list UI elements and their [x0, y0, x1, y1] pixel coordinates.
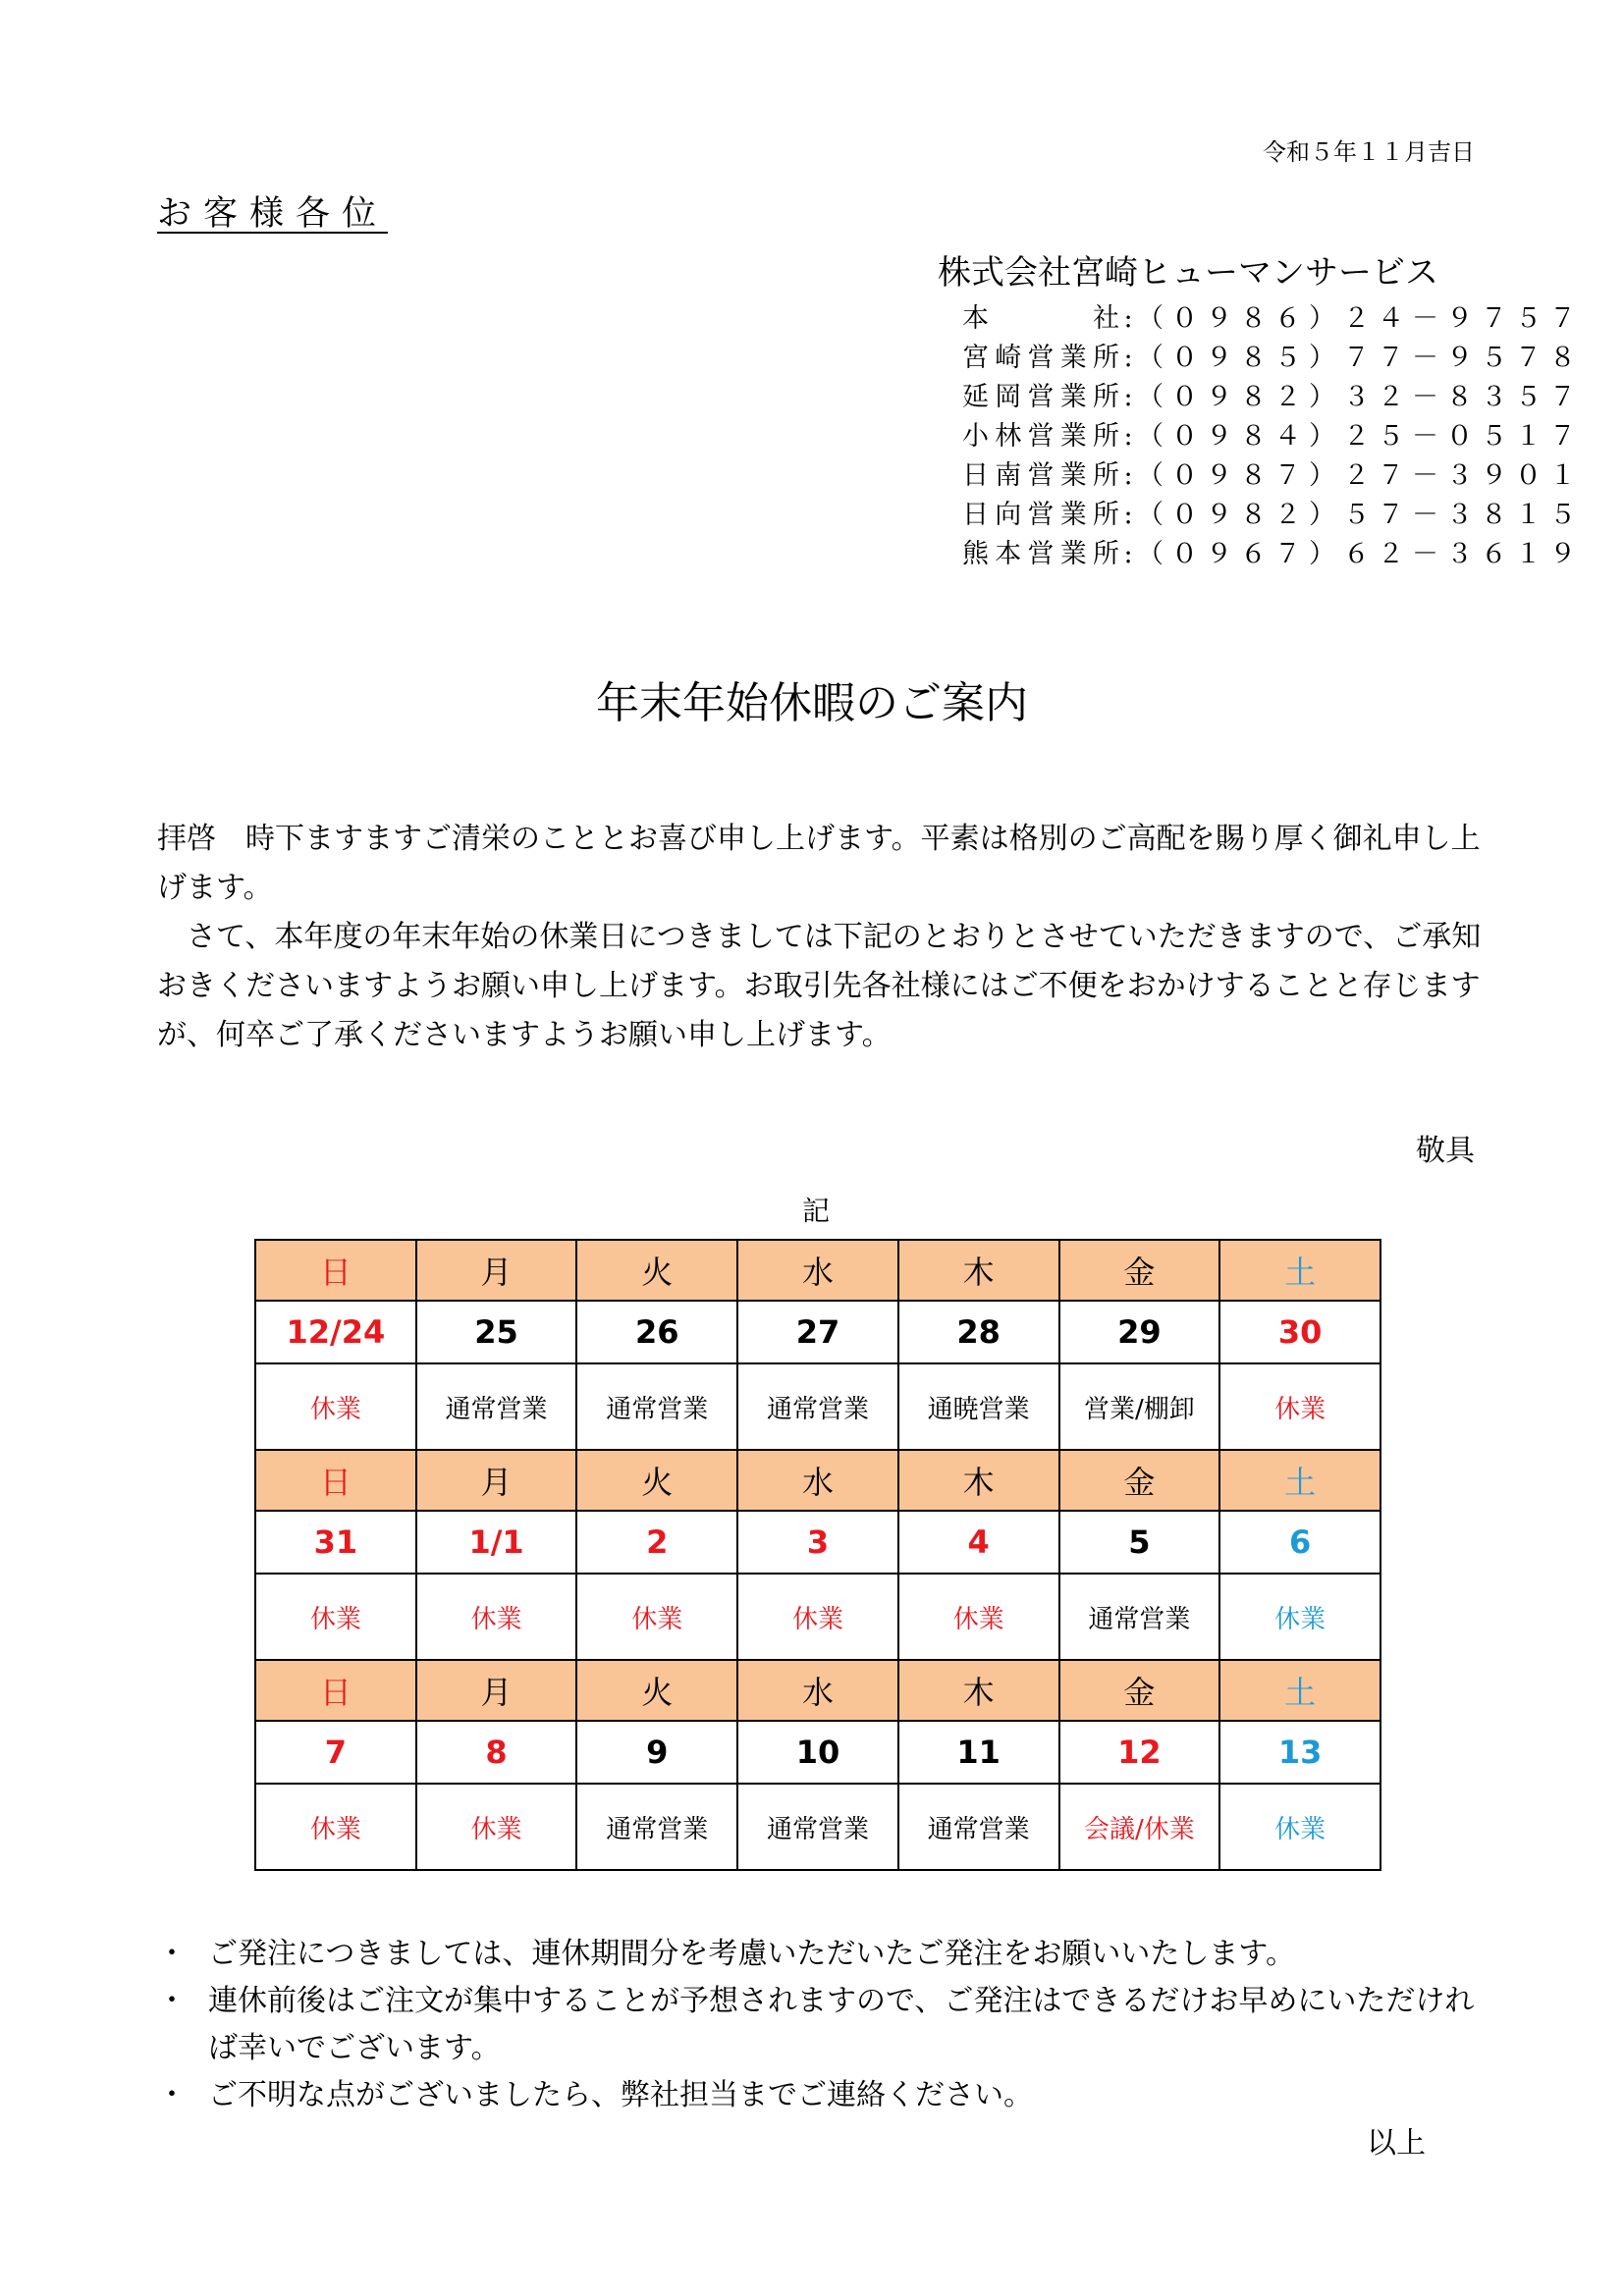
- weekday-header-cell: 火: [576, 1240, 737, 1301]
- weekday-header-row: [255, 1240, 1380, 1301]
- office-separator: :: [1123, 421, 1133, 452]
- status-cell: 会議/休業: [1059, 1784, 1220, 1870]
- status-row: [255, 1363, 1380, 1450]
- date-cell: 4: [898, 1511, 1059, 1574]
- office-name: 日向営業所: [962, 500, 1119, 530]
- office-row: [962, 535, 1584, 574]
- weekday-header-cell: 日: [255, 1450, 416, 1511]
- status-cell: 通常営業: [737, 1363, 898, 1450]
- office-separator: :: [1123, 460, 1133, 491]
- note-item: [157, 1978, 1492, 2072]
- weekday-header-cell: 金: [1059, 1450, 1220, 1511]
- office-separator: :: [1123, 303, 1133, 334]
- date-cell: 11: [898, 1721, 1059, 1784]
- status-cell: 通常営業: [576, 1363, 737, 1450]
- document-title: 年末年始休暇のご案内: [596, 678, 1028, 728]
- greeting-paragraph: 拝啓 時下ますますご清栄のこととお喜び申し上げます。平素は格別のご高配を賜り厚く御礼申し上げます。: [157, 822, 1481, 905]
- status-cell: 休業: [576, 1574, 737, 1660]
- date-cell: 1/1: [416, 1511, 577, 1574]
- office-name: 延岡営業所: [962, 382, 1119, 412]
- date-cell: 28: [898, 1301, 1059, 1363]
- office-row: [962, 378, 1584, 417]
- date-row: [255, 1511, 1380, 1574]
- status-cell: 通常営業: [1059, 1574, 1220, 1660]
- ending-word: 以上: [1367, 2126, 1426, 2161]
- office-phone: （０９８６）２４－９７５７: [1137, 303, 1584, 334]
- note-text: ご不明な点がございましたら、弊社担当までご連絡ください。: [208, 2078, 1033, 2112]
- note-text: 連休前後はご注文が集中することが予想されますので、ご発注はできるだけお早めにいただければ幸いでございます。: [208, 1984, 1475, 2065]
- issue-date: 令和５年１１月吉日: [1263, 138, 1475, 166]
- weekday-header-cell: 木: [898, 1450, 1059, 1511]
- weekday-header-cell: 土: [1219, 1660, 1380, 1721]
- bullet: ・: [157, 1984, 187, 2018]
- addressee: お客様各位: [157, 194, 389, 234]
- office-separator: :: [1123, 343, 1133, 373]
- date-cell: 12/24: [255, 1301, 416, 1363]
- office-name: 本社: [962, 303, 1119, 334]
- weekday-header-cell: 木: [898, 1240, 1059, 1301]
- office-phone: （０９８４）２５－０５１７: [1137, 421, 1584, 452]
- note-text: ご発注につきましては、連休期間分を考慮いただいたご発注をお願いいたします。: [208, 1937, 1295, 1971]
- office-row: [962, 456, 1584, 496]
- date-cell: 5: [1059, 1511, 1220, 1574]
- bullet: ・: [157, 1937, 187, 1971]
- notes-list: [157, 1931, 1492, 2119]
- note-item: [157, 1931, 1492, 1978]
- date-cell: 8: [416, 1721, 577, 1784]
- note-item: [157, 2072, 1492, 2119]
- notice-paragraph: さて、本年度の年末年始の休業日につきましては下記のとおりとさせていただきますので、ご承知おきくださいますようお願い申し上げます。お取引先各社様にはご不便をおかけすることと存じますが、何卒ご了承くださいますようお願い申し上げます。: [157, 920, 1482, 1052]
- office-separator: :: [1123, 539, 1133, 569]
- office-separator: :: [1123, 500, 1133, 530]
- weekday-header-cell: 月: [416, 1450, 577, 1511]
- office-row: [962, 496, 1584, 535]
- company-name: 株式会社宮崎ヒューマンサービス: [938, 253, 1438, 293]
- date-cell: 2: [576, 1511, 737, 1574]
- weekday-header-row: [255, 1450, 1380, 1511]
- office-row: [962, 339, 1584, 378]
- status-cell: 休業: [1219, 1363, 1380, 1450]
- date-cell: 7: [255, 1721, 416, 1784]
- ki-heading: 記: [802, 1195, 831, 1227]
- weekday-header-cell: 月: [416, 1240, 577, 1301]
- date-row: [255, 1721, 1380, 1784]
- date-cell: 27: [737, 1301, 898, 1363]
- office-contact-list: [962, 299, 1584, 574]
- status-cell: 休業: [898, 1574, 1059, 1660]
- office-phone: （０９８２）５７－３８１５: [1137, 500, 1584, 530]
- status-cell: 通常営業: [737, 1784, 898, 1870]
- date-cell: 10: [737, 1721, 898, 1784]
- weekday-header-cell: 金: [1059, 1240, 1220, 1301]
- status-cell: 休業: [1219, 1784, 1380, 1870]
- status-cell: 休業: [416, 1574, 577, 1660]
- date-cell: 12: [1059, 1721, 1220, 1784]
- weekday-header-cell: 水: [737, 1660, 898, 1721]
- office-phone: （０９８２）３２－８３５７: [1137, 382, 1584, 412]
- office-name: 宮崎営業所: [962, 343, 1119, 373]
- date-cell: 13: [1219, 1721, 1380, 1784]
- office-phone: （０９８７）２７－３９０１: [1137, 460, 1584, 491]
- office-name: 小林営業所: [962, 421, 1119, 452]
- weekday-header-cell: 月: [416, 1660, 577, 1721]
- date-cell: 29: [1059, 1301, 1220, 1363]
- status-cell: 休業: [255, 1574, 416, 1660]
- weekday-header-cell: 水: [737, 1240, 898, 1301]
- letter-body: [157, 815, 1483, 1060]
- date-cell: 25: [416, 1301, 577, 1363]
- weekday-header-cell: 土: [1219, 1450, 1380, 1511]
- weekday-header-cell: 土: [1219, 1240, 1380, 1301]
- status-cell: 通常営業: [576, 1784, 737, 1870]
- weekday-header-cell: 日: [255, 1660, 416, 1721]
- date-cell: 30: [1219, 1301, 1380, 1363]
- date-cell: 3: [737, 1511, 898, 1574]
- weekday-header-cell: 木: [898, 1660, 1059, 1721]
- office-separator: :: [1123, 382, 1133, 412]
- status-cell: 通常営業: [898, 1784, 1059, 1870]
- status-cell: 休業: [416, 1784, 577, 1870]
- office-row: [962, 417, 1584, 456]
- status-row: [255, 1784, 1380, 1870]
- status-cell: 休業: [255, 1784, 416, 1870]
- date-cell: 9: [576, 1721, 737, 1784]
- weekday-header-cell: 日: [255, 1240, 416, 1301]
- bullet: ・: [157, 2078, 187, 2112]
- office-name: 日南営業所: [962, 460, 1119, 491]
- date-cell: 6: [1219, 1511, 1380, 1574]
- date-row: [255, 1301, 1380, 1363]
- status-cell: 休業: [255, 1363, 416, 1450]
- weekday-header-cell: 水: [737, 1450, 898, 1511]
- status-cell: 通暁営業: [898, 1363, 1059, 1450]
- date-cell: 26: [576, 1301, 737, 1363]
- date-cell: 31: [255, 1511, 416, 1574]
- office-phone: （０９８５）７７－９５７８: [1137, 343, 1584, 373]
- status-cell: 営業/棚卸: [1059, 1363, 1220, 1450]
- status-cell: 休業: [737, 1574, 898, 1660]
- weekday-header-cell: 火: [576, 1450, 737, 1511]
- status-row: [255, 1574, 1380, 1660]
- weekday-header-row: [255, 1660, 1380, 1721]
- status-cell: 通常営業: [416, 1363, 577, 1450]
- office-phone: （０９６７）６２－３６１９: [1137, 539, 1584, 569]
- weekday-header-cell: 火: [576, 1660, 737, 1721]
- office-name: 熊本営業所: [962, 539, 1119, 569]
- status-cell: 休業: [1219, 1574, 1380, 1660]
- holiday-calendar-table: [254, 1239, 1381, 1871]
- office-row: [962, 299, 1584, 339]
- closing-word: 敬具: [1416, 1134, 1475, 1168]
- weekday-header-cell: 金: [1059, 1660, 1220, 1721]
